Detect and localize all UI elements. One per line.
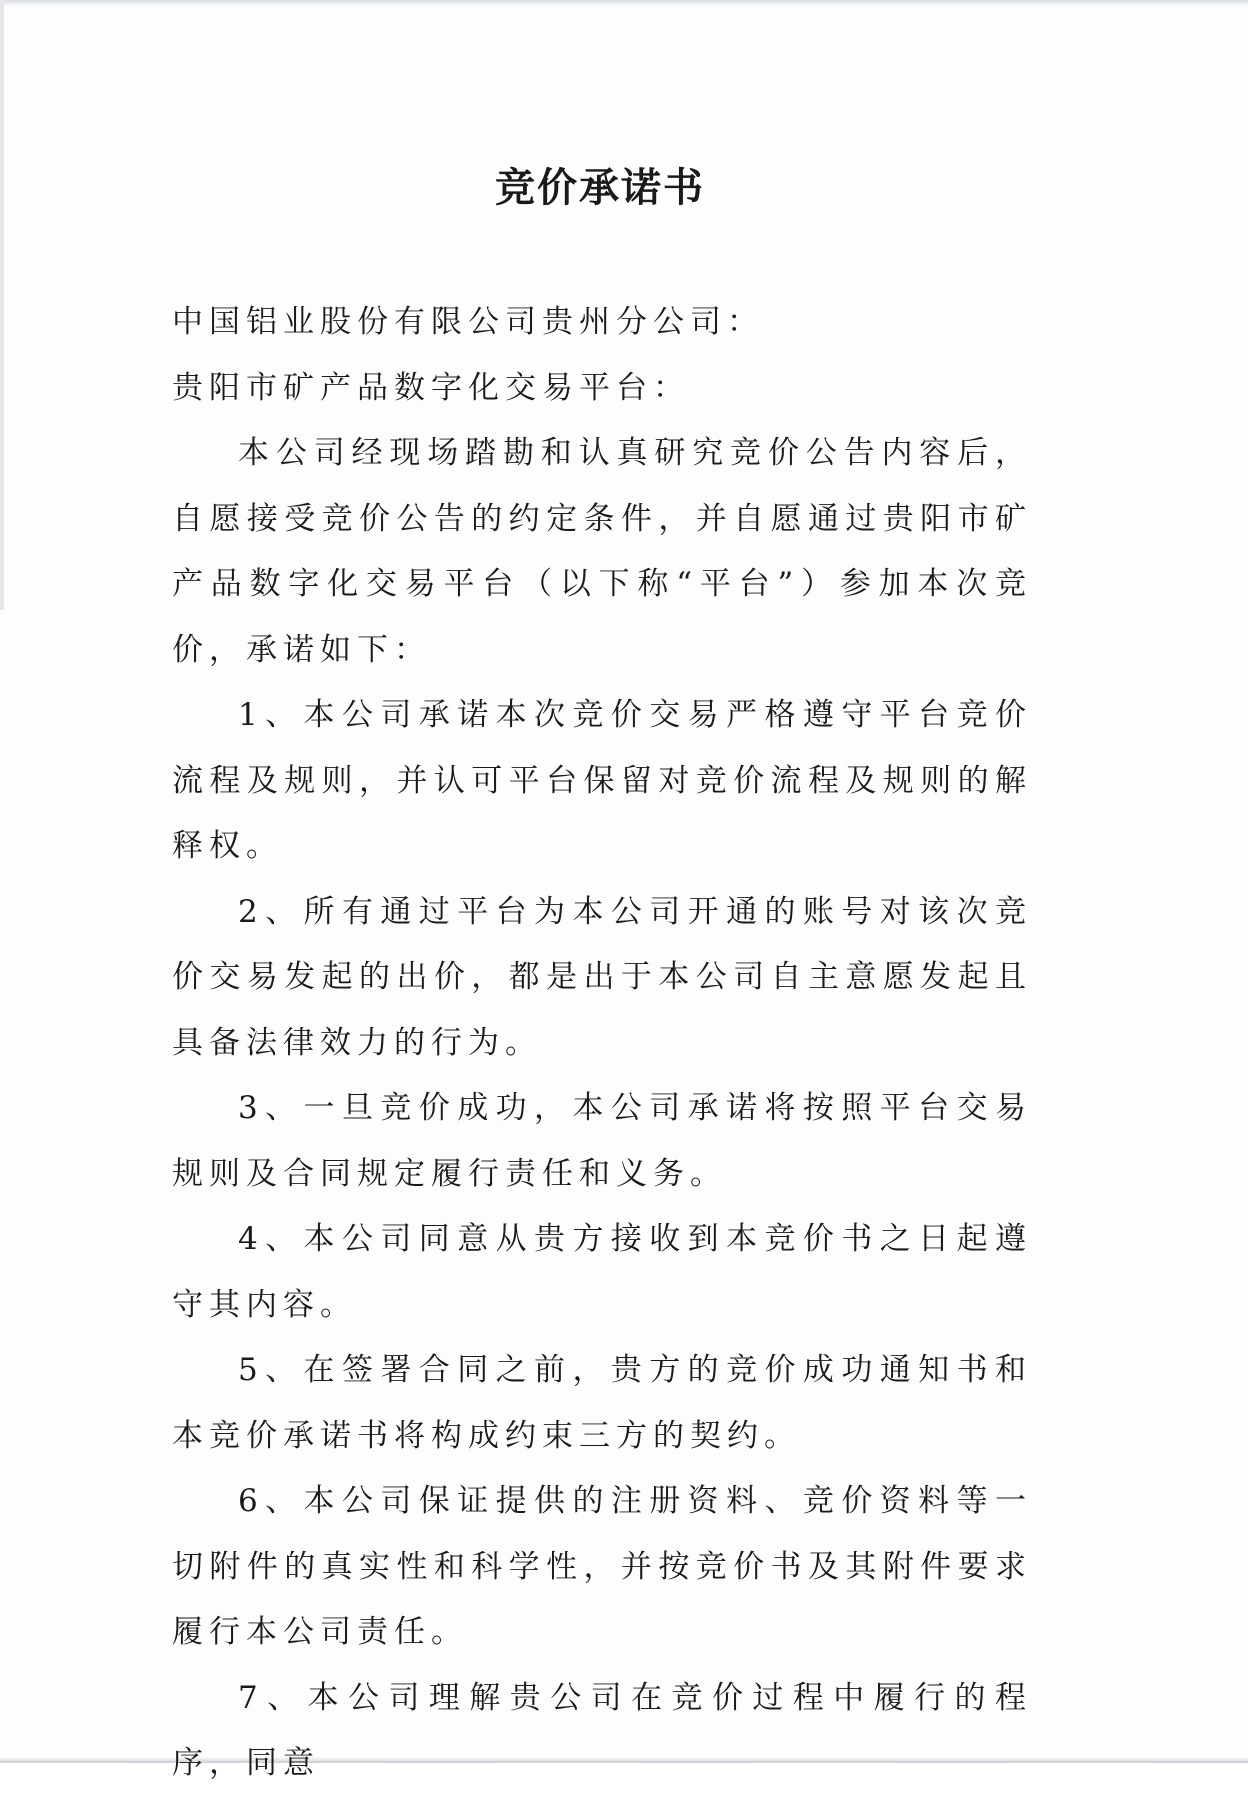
clause-paragraph: 5、在签署合同之前，贵方的竞价成功通知书和本竞价承诺书将构成约束三方的契约。 (172, 1352, 1032, 1454)
intro-paragraph: 本公司经现场踏勘和认真研究竞价公告内容后，自愿接受竞价公告的约定条件，并自愿通过贵阳市矿产品数字化交易平台（以下称“平台”）参加本次竞价，承诺如下： (172, 435, 1032, 668)
document-title: 竞价承诺书 (495, 164, 705, 211)
clause-paragraph: 7、本公司理解贵公司在竞价过程中履行的程序，同意 (172, 1679, 1032, 1781)
clause-paragraph: 6、本公司保证提供的注册资料、竞价资料等一切附件的真实性和科学性，并按竞价书及其附件要求履行本公司责任。 (172, 1483, 1032, 1650)
scan-edge-left (0, 0, 4, 610)
document-body (172, 290, 1032, 1797)
clause-paragraph: 1、本公司承诺本次竞价交易严格遵守平台竞价流程及规则，并认可平台保留对竞价流程及规则的解释权。 (172, 697, 1032, 864)
addressee-line: 中国铝业股份有限公司贵州分公司： (172, 304, 764, 340)
clause-paragraph: 2、所有通过平台为本公司开通的账号对该次竞价交易发起的出价，都是出于本公司自主意愿发起且具备法律效力的行为。 (172, 893, 1032, 1061)
addressee-line: 贵阳市矿产品数字化交易平台： (172, 369, 690, 406)
scan-edge-top (0, 0, 1248, 6)
clause-paragraph: 3、一旦竞价成功，本公司承诺将按照平台交易规则及合同规定履行责任和义务。 (172, 1090, 1032, 1192)
clause-paragraph: 4、本公司同意从贵方接收到本竞价书之日起遵守其内容。 (172, 1221, 1032, 1323)
